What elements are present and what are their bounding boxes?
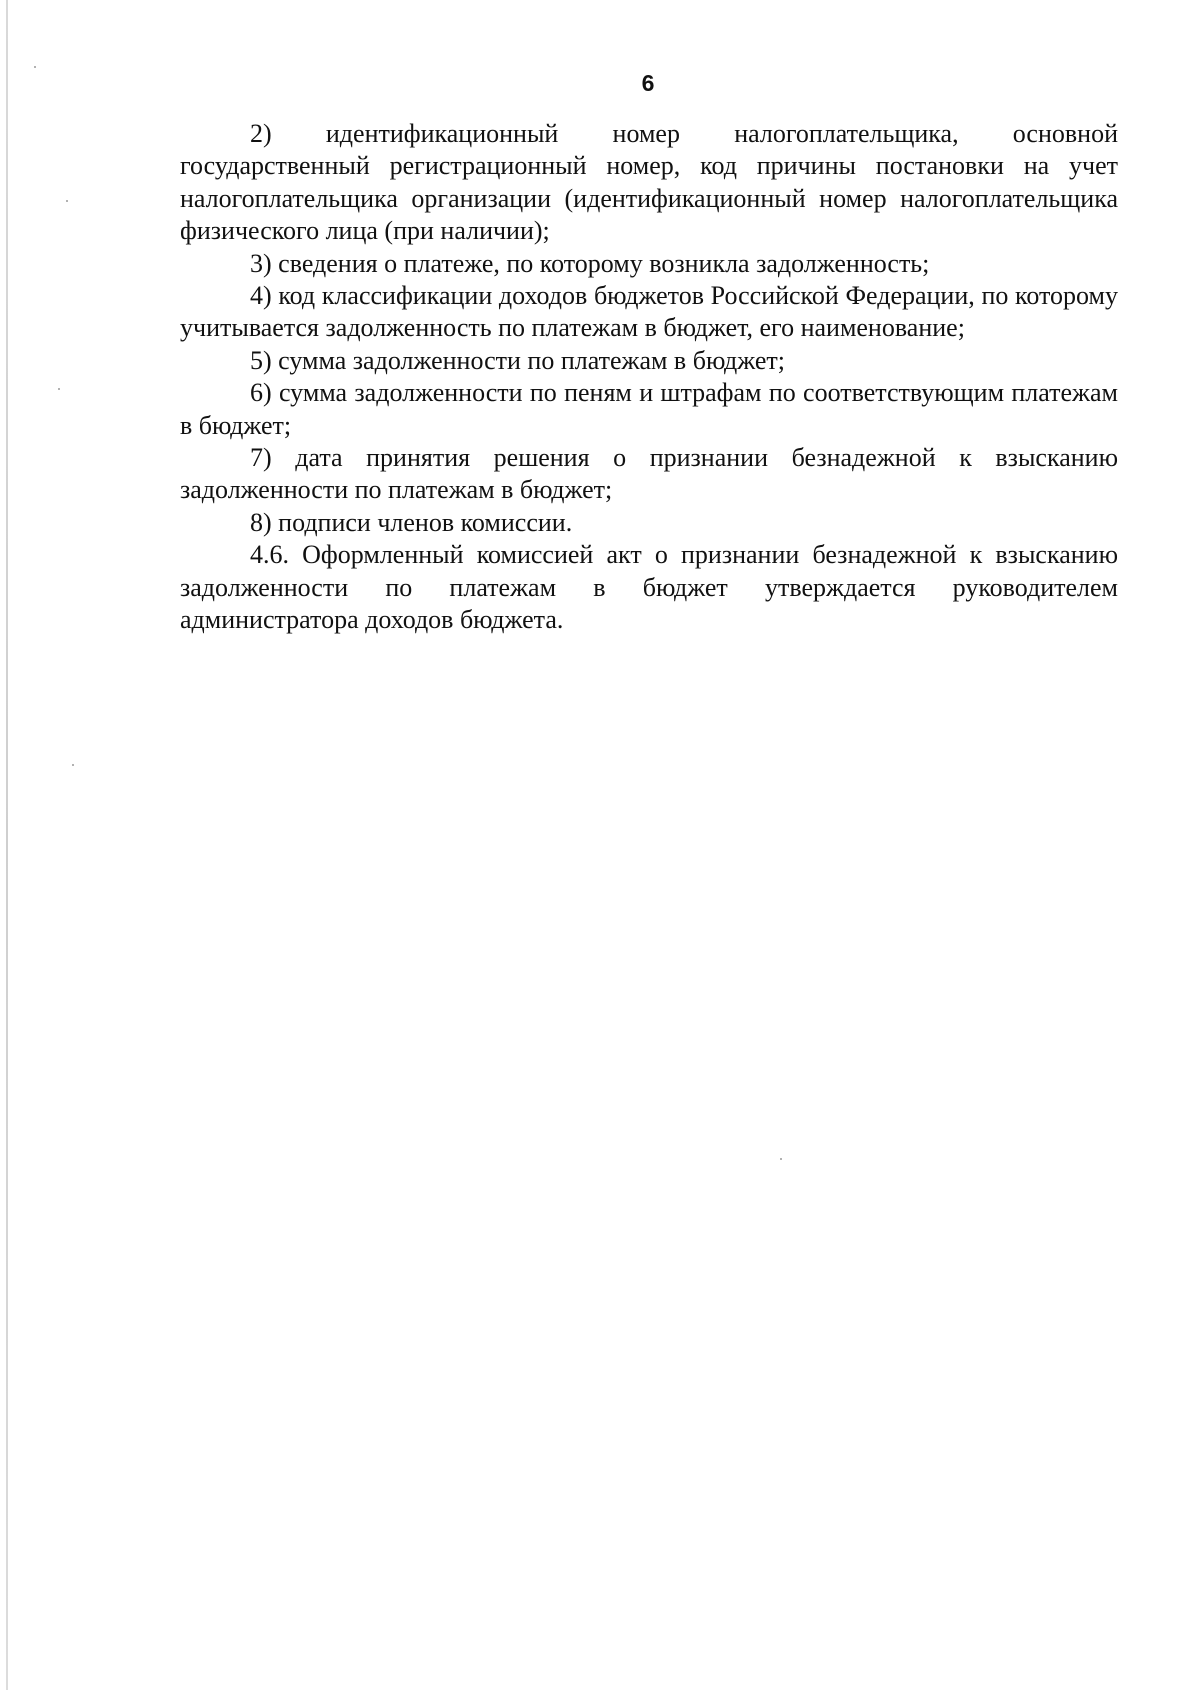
- paragraph-item-8: 8) подписи членов комиссии.: [250, 507, 573, 537]
- document-body: [180, 118, 1118, 637]
- paragraph-item-7: 7) дата принятия решения о признании безнадежной к взысканию задолженности по платежам в бюджет;: [180, 443, 1118, 505]
- paragraph-item-3: 3) сведения о платеже, по которому возникла задолженность;: [250, 248, 930, 278]
- scan-speck: [58, 388, 60, 390]
- paragraph-item-4: 4) код классификации доходов бюджетов Российской Федерации, по которому учитывается задолженность по платежам в бюджет, его наименование;: [180, 281, 1118, 343]
- scan-edge-line: [6, 0, 8, 1690]
- paragraph-section-4-6: 4.6. Оформленный комиссией акт о признании безнадежной к взысканию задолженности по платежам в бюджет утверждается руководителем администратора доходов бюджета.: [180, 540, 1118, 635]
- scan-speck: [72, 764, 74, 766]
- page-number: 6: [641, 70, 655, 96]
- scan-speck: [780, 1158, 782, 1160]
- scan-speck: [34, 66, 36, 68]
- paragraph-item-5: 5) сумма задолженности по платежам в бюджет;: [250, 345, 786, 375]
- scan-speck: [66, 200, 68, 202]
- paragraph-item-6: 6) сумма задолженности по пеням и штрафам по соответствующим платежам в бюджет;: [180, 378, 1118, 440]
- paragraph-item-2: 2) идентификационный номер налогоплательщика, основной государственный регистрационный номер, код причины постановки на учет налогоплательщика организации (идентификационный номер налогоплательщика физического лица (при наличии);: [180, 119, 1118, 246]
